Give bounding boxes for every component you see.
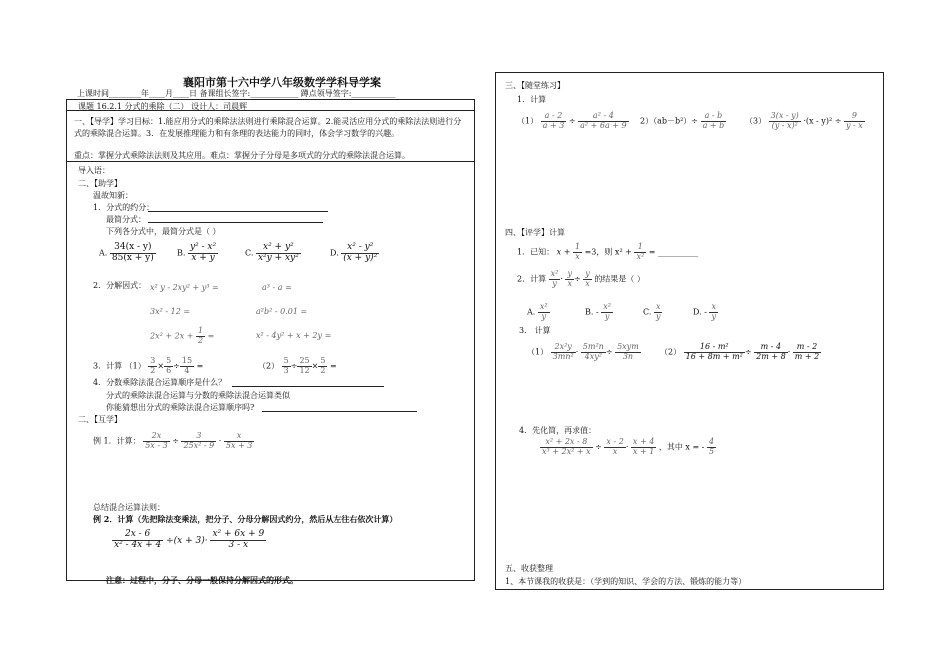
answer-line [148, 222, 323, 223]
intro-label: 导入语： [78, 166, 110, 175]
example-1: 例 1．计算： $\frac{2x}{5x - 3}$ ÷ $\frac{3}{\text{25x² - 9}}$ · $\frac{x}{5x + 3}$ [93, 431, 253, 450]
summary-label: 总结混合运算法则： [93, 503, 165, 512]
factor-expr-3: 3x² - 12 = [150, 307, 191, 316]
eval-3a: （1） $\frac{\text{2x²y}}{\text{3mn²}}$ · $\frac{\text{5m²n}}{\text{4xy²}}$ ÷ 5xym 3n [527, 342, 639, 361]
answer-line [262, 411, 417, 412]
course-line: 课题 16.2.1 分式的乘除（二） 设计人：司晨辉 [78, 102, 248, 111]
note: 注意：过程中，分子、分母一般保持分解因式的形式。 [106, 575, 298, 585]
fraction: $\frac{\text{y² - x²}}{x + y}$ [189, 242, 217, 263]
q4-label: 4．分数乘除法混合运算顺序是什么？ [93, 378, 227, 387]
section-eval: 四、【评学】计算 [505, 228, 565, 237]
harvest-text: 1、本节课我的收获是：（学到的知识、学会的方法、锻炼的能力等） [505, 577, 747, 586]
option-d[interactable]: D. $\frac{\text{x² - y²}}{\text{(x + y)²}}$ [330, 242, 378, 263]
answer-line [232, 386, 384, 387]
factor-expr-1: x² y - 2xy² + y³ = [150, 283, 219, 292]
eval-4: 4．先化简，再求值： [519, 426, 597, 435]
section-harvest: 五、收获整理 [505, 564, 553, 573]
eval-option-c[interactable]: C. $\frac{x}{y}$ [643, 302, 661, 321]
factor-expr-6: x² - 4y² + x + 2y = [256, 331, 332, 340]
eval-3b: （2） $\frac{\text{16 - m²}}{\text{16 + 8m + m²}}$ ÷ $\frac{m - 4}{2m + 8}$ · $\frac{m - 2}{m + 2}$ [660, 342, 820, 361]
left-row-divider-2 [66, 161, 474, 162]
q1-label: 1．分式的约分： [93, 203, 155, 212]
fraction: $\frac{\text{x² - y²}}{\text{(x + y)²}}$ [343, 242, 378, 263]
eval-4-expr: $\frac{\text{x² + 2x - 8}}{\text{x³ + 2x² + x}}$ ÷ $\frac{x - 2}{x}$ · $\frac{x + 4}{x + 1}$ ，其中 x = - $\frac{4}{5}$ [542, 437, 715, 456]
practice-1a: （1） $\frac{a - 2}{a + 3}$ ÷ $\frac{\text{a² - 4}}{\text{a² + 6a + 9}}$ [517, 111, 627, 130]
example-2-expr: $\frac{2x - 6}{\text{x² - 4x + 4}}$ ÷(x + 3)· $\frac{\text{x² + 6x + 9}}{3 - x}$ [114, 529, 265, 550]
factor-expr-5: 2x² + 2x + $\frac{1}{2}$ = [150, 326, 215, 345]
eval-option-d[interactable]: D. - $\frac{x}{y}$ [693, 302, 716, 321]
eval-1: 1．已知： x + $\frac{1}{x}$ =3，则 x² + $\frac{1}{\text{x²}}$ = __________ [517, 242, 698, 261]
fraction: $\frac{\text{x² + y²}}{\text{x²y + xy²}}$ [257, 242, 299, 263]
simplest-label: 最简分式： [106, 215, 146, 224]
factor-expr-4: a²b² - 0.01 = [256, 307, 308, 316]
eval-option-a[interactable]: A. $\frac{\text{x²}}{y}$ [527, 302, 548, 321]
practice-1c: （3） $\frac{3(x - y)}{\text{(y - x)²}}$ ·(x - y)² ÷ $\frac{9}{y - x}$ [745, 111, 863, 130]
q2-label: 2．分解因式： [93, 281, 147, 290]
q4-guess: 你能猜想出分式的乘除法混合运算顺序吗? [106, 403, 255, 412]
section-practice: 三、【随堂练习】 [505, 81, 565, 90]
practice-1: 1．计算 [517, 95, 547, 104]
eval-2: 2．计算 $\frac{\text{x²}}{y}$ · $\frac{y}{x}$ ÷ $\frac{y}{x}$ 的结果是（ ） [517, 269, 645, 288]
doc-title: 襄阳市第十六中学八年级数学学科导学案 [183, 76, 381, 89]
goal-text: 一、【导学】学习目标：1.能应用分式的乘除法法则进行乘除混合运算。2.能灵活应用分式的乘除法法则进行分式的乘除混合运算。3．在发展推理能力和有条理的表达能力的同时，体会学习数学的兴趣。 [74, 117, 462, 138]
answer-line [148, 211, 328, 212]
key-points: 重点：掌握分式乘除法法则及其应用。难点：掌握分子分母是多项式的分式的乘除法混合运算。 [74, 151, 410, 160]
which-simplest: 下列各分式中，最简分式是（ ） [106, 227, 221, 236]
header-line: 上课时间________年____月____日 备课组长签字:____________ 蹲点领导签字:___________ [77, 89, 396, 98]
q3-label: 3．计算 （1） $\frac{3}{2}$ × $\frac{5}{6}$ ÷ $\frac{15}{4}$ = [93, 356, 204, 375]
q4-similar: 分式的乘除法混合运算与分数的乘除法混合运算类似 [106, 391, 290, 400]
factor-expr-2: a³ - a = [262, 283, 292, 292]
right-frame [495, 72, 884, 590]
fraction: $\frac{34(x - y)}{85(x + y)}$ [111, 242, 154, 263]
section-zhuxue: 二、【助学】 [78, 179, 122, 188]
q3-part2: （2） $\frac{5}{3}$ ÷ $\frac{25}{12}$ × $\frac{5}{2}$ = [258, 356, 337, 375]
section-huxue: 二、【互学】 [78, 415, 122, 424]
eval-3: 3． 计算 [519, 326, 551, 335]
eval-option-b[interactable]: B. - $\frac{\text{x²}}{y}$ [585, 302, 611, 321]
example-2: 例 2．计算（先把除法变乘法，把分子、分母分解因式约分，然后从左往右依次计算） [93, 514, 398, 524]
option-a[interactable]: A. $\frac{34(x - y)}{85(x + y)}$ [99, 242, 154, 263]
review-label: 温故知新： [93, 191, 133, 200]
option-c[interactable]: C. $\frac{\text{x² + y²}}{\text{x²y + xy²}}$ [245, 242, 299, 263]
practice-1b: 2）（ab－b²）÷ $\frac{a - b}{a + b}$ [640, 111, 725, 130]
option-b[interactable]: B. $\frac{\text{y² - x²}}{x + y}$ [177, 242, 217, 263]
